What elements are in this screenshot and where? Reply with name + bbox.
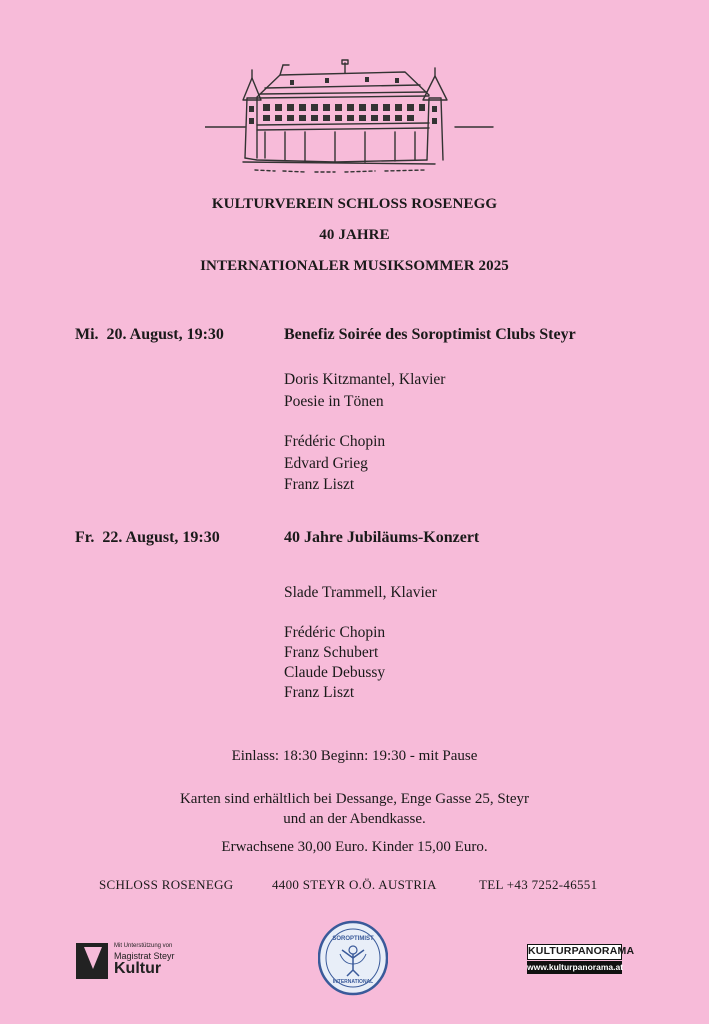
prices: Erwachsene 30,00 Euro. Kinder 15,00 Euro. (221, 839, 488, 855)
event-1-date: Mi. 20. August, 19:30 (75, 326, 224, 343)
festival-title: INTERNATIONALER MUSIKSOMMER 2025 (200, 258, 509, 274)
footer-phone: TEL +43 7252-46551 (479, 877, 598, 892)
event-1-composer: Edvard Grieg (284, 455, 368, 472)
event-2-date: Fr. 22. August, 19:30 (75, 529, 220, 546)
event-1-composer: Frédéric Chopin (284, 433, 386, 450)
event-1-title: Benefiz Soirée des Soroptimist Clubs Steyr (284, 326, 576, 343)
event-1-performer: Doris Kitzmantel, Klavier (284, 371, 446, 388)
event-2-title: 40 Jahre Jubiläums-Konzert (284, 529, 480, 546)
castle-illustration (205, 50, 495, 180)
event-2-composer: Franz Liszt (284, 684, 355, 701)
svg-text:SOROPTIMIST: SOROPTIMIST (332, 936, 374, 942)
soroptimist-seal-icon (318, 920, 388, 996)
svg-text:INTERNATIONAL: INTERNATIONAL (332, 979, 374, 985)
steyr-mark-icon (76, 943, 108, 979)
kulturpanorama-logo: KULTURPANORAMA www.kulturpanorama.at (527, 945, 635, 972)
event-2-composer: Claude Debussy (284, 664, 386, 681)
event-2-composer: Franz Schubert (284, 644, 379, 661)
event-1-subtitle: Poesie in Tönen (284, 393, 384, 410)
event-2-composer: Frédéric Chopin (284, 624, 386, 641)
event-1-composer: Franz Liszt (284, 476, 355, 493)
event-2-performer: Slade Trammell, Klavier (284, 584, 437, 601)
footer-city: 4400 STEYR O.Ö. AUSTRIA (272, 877, 437, 892)
org-title: KULTURVEREIN SCHLOSS ROSENEGG (211, 196, 498, 212)
tickets-info-2: und an der Abendkasse. (283, 811, 426, 827)
magistrat-steyr-kultur-logo: Mit Unterstützung von Magistrat Steyr Kultur (76, 943, 176, 981)
entry-time: Einlass: 18:30 Beginn: 19:30 - mit Pause (231, 748, 478, 764)
footer-venue: SCHLOSS ROSENEGG (99, 877, 234, 892)
tickets-info: Karten sind erhältlich bei Dessange, Enge Gasse 25, Steyr (179, 791, 530, 807)
anniversary-title: 40 JAHRE (319, 227, 390, 243)
